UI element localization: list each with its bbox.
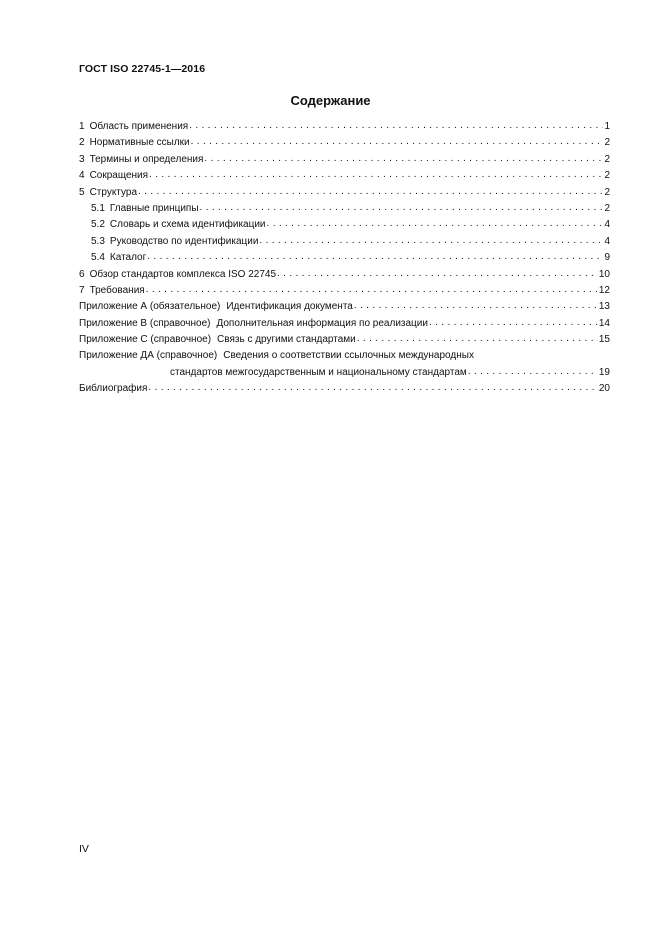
toc-label: Сведения о соответствии ссылочных международных	[223, 350, 474, 362]
toc-page: 4	[604, 219, 610, 231]
toc-entry-5-4[interactable]	[79, 250, 610, 266]
leader-dots	[146, 282, 598, 298]
toc-entry-3[interactable]	[79, 152, 610, 168]
toc-page: 4	[604, 235, 610, 247]
annex-designation: Приложение В (справочное)	[79, 317, 211, 329]
toc-label: Область применения	[89, 121, 189, 132]
leader-dots	[200, 200, 604, 216]
toc-label: Структура	[89, 186, 138, 198]
toc-page: 19	[598, 366, 610, 378]
annex-designation: Приложение ДА (справочное)	[79, 350, 218, 362]
toc-entry-4[interactable]	[79, 168, 610, 184]
toc-number: 5.3	[91, 235, 105, 247]
toc-page: 2	[604, 202, 610, 214]
toc-number: 4	[79, 170, 85, 182]
toc-number: 5.2	[91, 219, 105, 231]
toc-entry-5[interactable]	[79, 185, 610, 201]
toc-label: Каталог	[109, 252, 147, 264]
toc-number: 3	[79, 153, 85, 165]
toc-entry-1[interactable]	[79, 119, 610, 135]
table-of-contents	[79, 119, 610, 398]
toc-page: 20	[598, 383, 610, 395]
toc-label: Главные принципы	[109, 202, 199, 214]
leader-dots	[357, 331, 598, 347]
toc-page: 9	[604, 252, 610, 264]
toc-entry-annex-a[interactable]	[79, 299, 610, 315]
leader-dots	[191, 134, 604, 150]
toc-page: 1	[604, 121, 610, 132]
toc-label-continuation: стандартов межгосударственным и национальному стандартам	[170, 366, 467, 378]
leader-dots	[429, 315, 598, 331]
annex-designation: Приложение А (обязательное)	[79, 301, 221, 313]
leader-dots	[354, 298, 598, 314]
page-title: Содержание	[290, 93, 371, 108]
toc-page: 2	[604, 186, 610, 198]
toc-entry-annex-b[interactable]	[79, 316, 610, 332]
toc-label: Нормативные ссылки	[89, 137, 190, 149]
toc-entry-bibliography[interactable]	[79, 381, 610, 397]
toc-label: Требования	[89, 284, 145, 296]
toc-number: 2	[79, 137, 85, 149]
document-header: ГОСТ ISO 22745-1—2016	[79, 63, 206, 75]
toc-label: Словарь и схема идентификации	[109, 219, 266, 231]
toc-number: 1	[79, 121, 85, 132]
toc-label: Связь с другими стандартами	[217, 334, 356, 346]
toc-label: Дополнительная информация по реализации	[216, 317, 428, 329]
toc-page: 14	[598, 317, 610, 329]
toc-number: 7	[79, 284, 85, 296]
page-number: IV	[79, 843, 89, 855]
toc-label: Термины и определения	[89, 153, 204, 165]
toc-entry-5-2[interactable]	[79, 217, 610, 233]
toc-page: 12	[598, 284, 610, 296]
leader-dots	[259, 233, 603, 249]
leader-dots	[148, 380, 597, 396]
toc-entry-annex-c[interactable]	[79, 332, 610, 348]
toc-label: Идентификация документа	[226, 301, 353, 313]
toc-entry-6[interactable]	[79, 267, 610, 283]
leader-dots	[138, 184, 603, 200]
leader-dots	[267, 216, 604, 232]
toc-label: Обзор стандартов комплекса ISO 22745	[89, 268, 277, 280]
toc-page: 2	[604, 153, 610, 165]
toc-number: 5.1	[91, 202, 105, 214]
toc-entry-annex-da[interactable]	[79, 348, 610, 381]
toc-entry-5-3[interactable]	[79, 234, 610, 250]
toc-entry-2[interactable]	[79, 135, 610, 151]
toc-label: Сокращения	[89, 170, 149, 182]
leader-dots	[147, 249, 603, 265]
toc-page: 10	[598, 268, 610, 280]
toc-page: 13	[598, 301, 610, 313]
toc-page: 2	[604, 137, 610, 149]
toc-number: 5.4	[91, 252, 105, 264]
toc-entry-5-1[interactable]	[79, 201, 610, 217]
toc-entry-7[interactable]	[79, 283, 610, 299]
toc-label: Руководство по идентификации	[109, 235, 259, 247]
annex-designation: Приложение С (справочное)	[79, 334, 212, 346]
toc-label: Библиография	[79, 383, 148, 395]
leader-dots	[277, 266, 598, 282]
leader-dots	[189, 118, 603, 134]
toc-number: 5	[79, 186, 85, 198]
leader-dots	[204, 151, 603, 167]
leader-dots	[468, 364, 598, 380]
toc-page: 2	[604, 170, 610, 182]
toc-page: 15	[598, 334, 610, 346]
leader-dots	[149, 167, 603, 183]
toc-number: 6	[79, 268, 85, 280]
